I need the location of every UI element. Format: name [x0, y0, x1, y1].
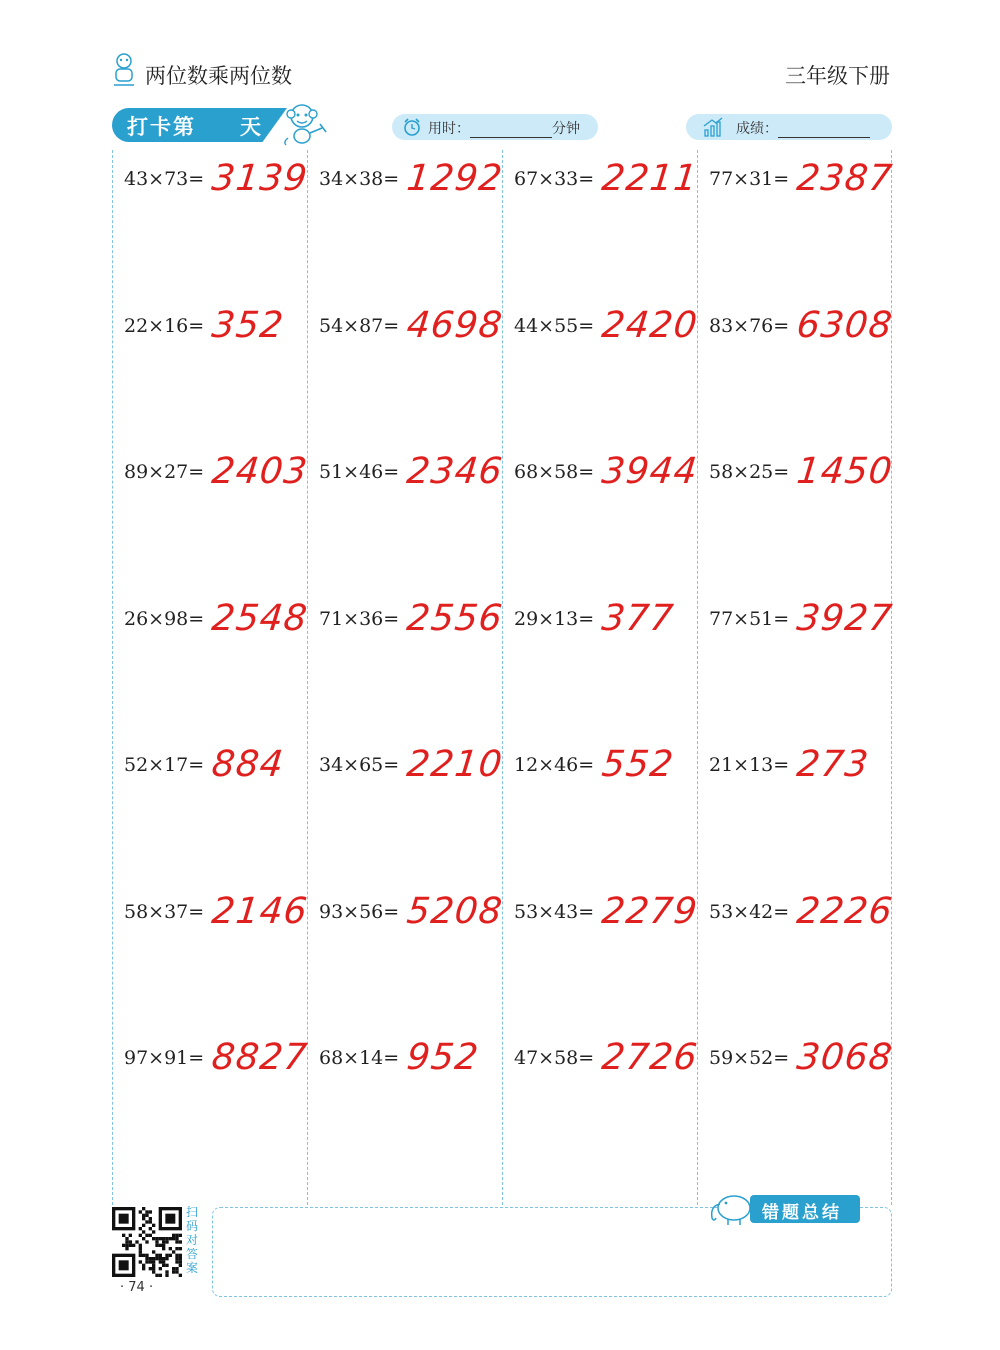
problem-expression: 22×16=	[124, 314, 205, 337]
handwritten-answer[interactable]: 552	[599, 744, 676, 785]
problem-expression: 83×76=	[709, 314, 790, 337]
elephant-mascot-icon	[706, 1188, 756, 1226]
problem-expression: 44×55=	[514, 314, 595, 337]
mascot-logo-icon	[110, 52, 138, 88]
problem-expression: 53×43=	[514, 900, 595, 923]
problem-expression: 26×98=	[124, 607, 205, 630]
handwritten-answer[interactable]: 4698	[404, 304, 505, 346]
problem-expression: 34×38=	[319, 168, 400, 190]
growth-chart-icon	[702, 116, 724, 138]
alarm-clock-icon	[402, 117, 422, 137]
handwritten-answer[interactable]: 352	[209, 304, 286, 346]
grid-divider	[112, 150, 113, 1205]
handwritten-answer[interactable]: 3944	[599, 451, 700, 492]
problem-expression: 93×56=	[319, 900, 400, 923]
handwritten-answer[interactable]: 2387	[794, 158, 895, 199]
handwritten-answer[interactable]: 952	[404, 1037, 481, 1078]
timer-input[interactable]	[470, 123, 552, 138]
handwritten-answer[interactable]: 1292	[404, 158, 505, 199]
handwritten-answer[interactable]: 2556	[404, 597, 505, 639]
problem-expression: 34×65=	[319, 754, 400, 776]
handwritten-answer[interactable]: 2548	[209, 597, 310, 639]
problem-expression: 97×91=	[124, 1047, 205, 1069]
problem-expression: 58×25=	[709, 461, 790, 483]
handwritten-answer[interactable]: 2279	[599, 890, 700, 932]
handwritten-answer[interactable]: 2211	[599, 158, 700, 199]
handwritten-answer[interactable]: 2420	[599, 304, 700, 346]
monkey-mascot-icon	[280, 100, 330, 146]
handwritten-answer[interactable]: 2210	[404, 744, 505, 785]
handwritten-answer[interactable]: 3139	[209, 158, 310, 199]
problem-expression: 71×36=	[319, 607, 400, 630]
timer-label: 用时：	[428, 121, 470, 137]
problem-expression: 51×46=	[319, 461, 400, 483]
scan-answer-label: 扫码对答案	[186, 1205, 199, 1275]
checkin-label: 打卡第	[127, 115, 196, 139]
worksheet-title: 两位数乘两位数	[145, 64, 292, 88]
problem-expression: 59×52=	[709, 1047, 790, 1069]
page-number: · 74 ·	[120, 1280, 154, 1295]
handwritten-answer[interactable]: 2346	[404, 451, 505, 492]
problem-expression: 52×17=	[124, 754, 205, 776]
problem-expression: 77×51=	[709, 607, 790, 630]
handwritten-answer[interactable]: 3068	[794, 1037, 895, 1078]
problem-expression: 68×14=	[319, 1047, 400, 1069]
problem-expression: 21×13=	[709, 754, 790, 776]
problem-expression: 47×58=	[514, 1047, 595, 1069]
problem-expression: 53×42=	[709, 900, 790, 923]
checkin-day-suffix: 天	[240, 115, 261, 139]
handwritten-answer[interactable]: 3927	[794, 597, 895, 639]
handwritten-answer[interactable]: 1450	[794, 451, 895, 492]
handwritten-answer[interactable]: 5208	[404, 890, 505, 932]
handwritten-answer[interactable]: 884	[209, 744, 286, 785]
problem-grid	[112, 150, 895, 1205]
problem-expression: 68×58=	[514, 461, 595, 483]
timer-unit: 分钟	[552, 121, 580, 137]
problem-expression: 43×73=	[124, 168, 205, 190]
handwritten-answer[interactable]: 273	[794, 744, 871, 785]
handwritten-answer[interactable]: 8827	[209, 1037, 310, 1078]
grade-label: 三年级下册	[785, 64, 890, 88]
handwritten-answer[interactable]: 2146	[209, 890, 310, 932]
problem-expression: 58×37=	[124, 900, 205, 923]
problem-expression: 67×33=	[514, 168, 595, 190]
problem-expression: 29×13=	[514, 607, 595, 630]
problem-expression: 77×31=	[709, 168, 790, 190]
handwritten-answer[interactable]: 6308	[794, 304, 895, 346]
handwritten-answer[interactable]: 2403	[209, 451, 310, 492]
mistake-summary-label: 错题总结	[762, 1203, 842, 1223]
handwritten-answer[interactable]: 377	[599, 597, 676, 639]
score-input[interactable]	[778, 123, 870, 138]
handwritten-answer[interactable]: 2726	[599, 1037, 700, 1078]
qr-code-icon	[112, 1207, 182, 1277]
problem-expression: 54×87=	[319, 314, 400, 337]
problem-expression: 12×46=	[514, 754, 595, 776]
handwritten-answer[interactable]: 2226	[794, 890, 895, 932]
score-label: 成绩：	[736, 121, 778, 137]
problem-expression: 89×27=	[124, 461, 205, 483]
